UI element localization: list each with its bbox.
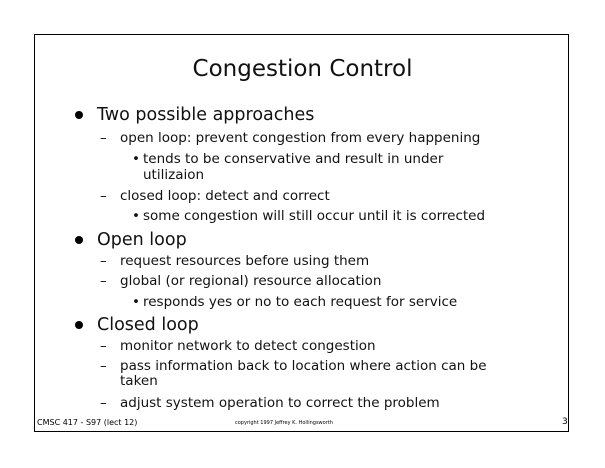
detail-some-congestion	[132, 208, 486, 225]
footer-copyright: copyright 1997 Jeffrey K. Hollingsworth	[235, 420, 333, 426]
small-bullet-icon: •	[132, 208, 140, 224]
dash-icon: –	[100, 130, 107, 146]
slide-title: Congestion Control	[192, 56, 413, 82]
detail-text: some congestion will still occur until it is corrected	[143, 208, 486, 224]
dash-icon: –	[100, 338, 107, 354]
subitem-resource-allocation	[100, 273, 382, 290]
bullet-dot-icon	[75, 111, 83, 119]
detail-conservative	[132, 151, 444, 168]
subitem-text: request resources before using them	[120, 253, 370, 269]
bullet-open-loop	[97, 229, 187, 251]
subitem-text: adjust system operation to correct the problem	[120, 395, 440, 411]
detail-text-line-1: tends to be conservative and result in under	[143, 151, 444, 167]
page-number: 3	[562, 417, 568, 427]
bullet-dot-icon	[75, 321, 83, 329]
detail-text: responds yes or no to each request for service	[143, 294, 458, 310]
subitem-monitor-network	[100, 338, 376, 355]
dash-icon: –	[100, 273, 107, 289]
dash-icon: –	[100, 188, 107, 204]
footer-course-label: CMSC 417 - S97 (lect 12)	[37, 418, 138, 427]
bullet-text: Closed loop	[97, 315, 199, 335]
small-bullet-icon: •	[132, 151, 140, 167]
dash-icon: –	[100, 395, 107, 411]
detail-text-line-2: utilizaion	[143, 167, 205, 183]
subitem-text-line-2: taken	[120, 373, 158, 389]
bullet-closed-loop	[97, 314, 199, 336]
subitem-text-line-1: pass information back to location where action can be	[120, 358, 487, 374]
bullet-text: Open loop	[97, 230, 187, 250]
subitem-request-resources	[100, 253, 370, 270]
bullet-text: Two possible approaches	[97, 105, 315, 125]
dash-icon: –	[100, 253, 107, 269]
subitem-adjust-system	[100, 395, 440, 412]
detail-conservative-continued	[143, 167, 204, 184]
small-bullet-icon: •	[132, 294, 140, 310]
subitem-closed-loop-definition	[100, 188, 330, 205]
subitem-pass-information-continued	[120, 373, 158, 390]
subitem-text: closed loop: detect and correct	[120, 188, 330, 204]
subitem-pass-information	[100, 358, 487, 375]
subitem-text: monitor network to detect congestion	[120, 338, 376, 354]
bullet-dot-icon	[75, 236, 83, 244]
detail-responds-yes-no	[132, 294, 458, 311]
bullet-two-possible-approaches	[97, 104, 314, 126]
subitem-text: open loop: prevent congestion from every happening	[120, 130, 481, 146]
subitem-open-loop-definition	[100, 130, 481, 147]
dash-icon: –	[100, 358, 107, 374]
subitem-text: global (or regional) resource allocation	[120, 273, 382, 289]
